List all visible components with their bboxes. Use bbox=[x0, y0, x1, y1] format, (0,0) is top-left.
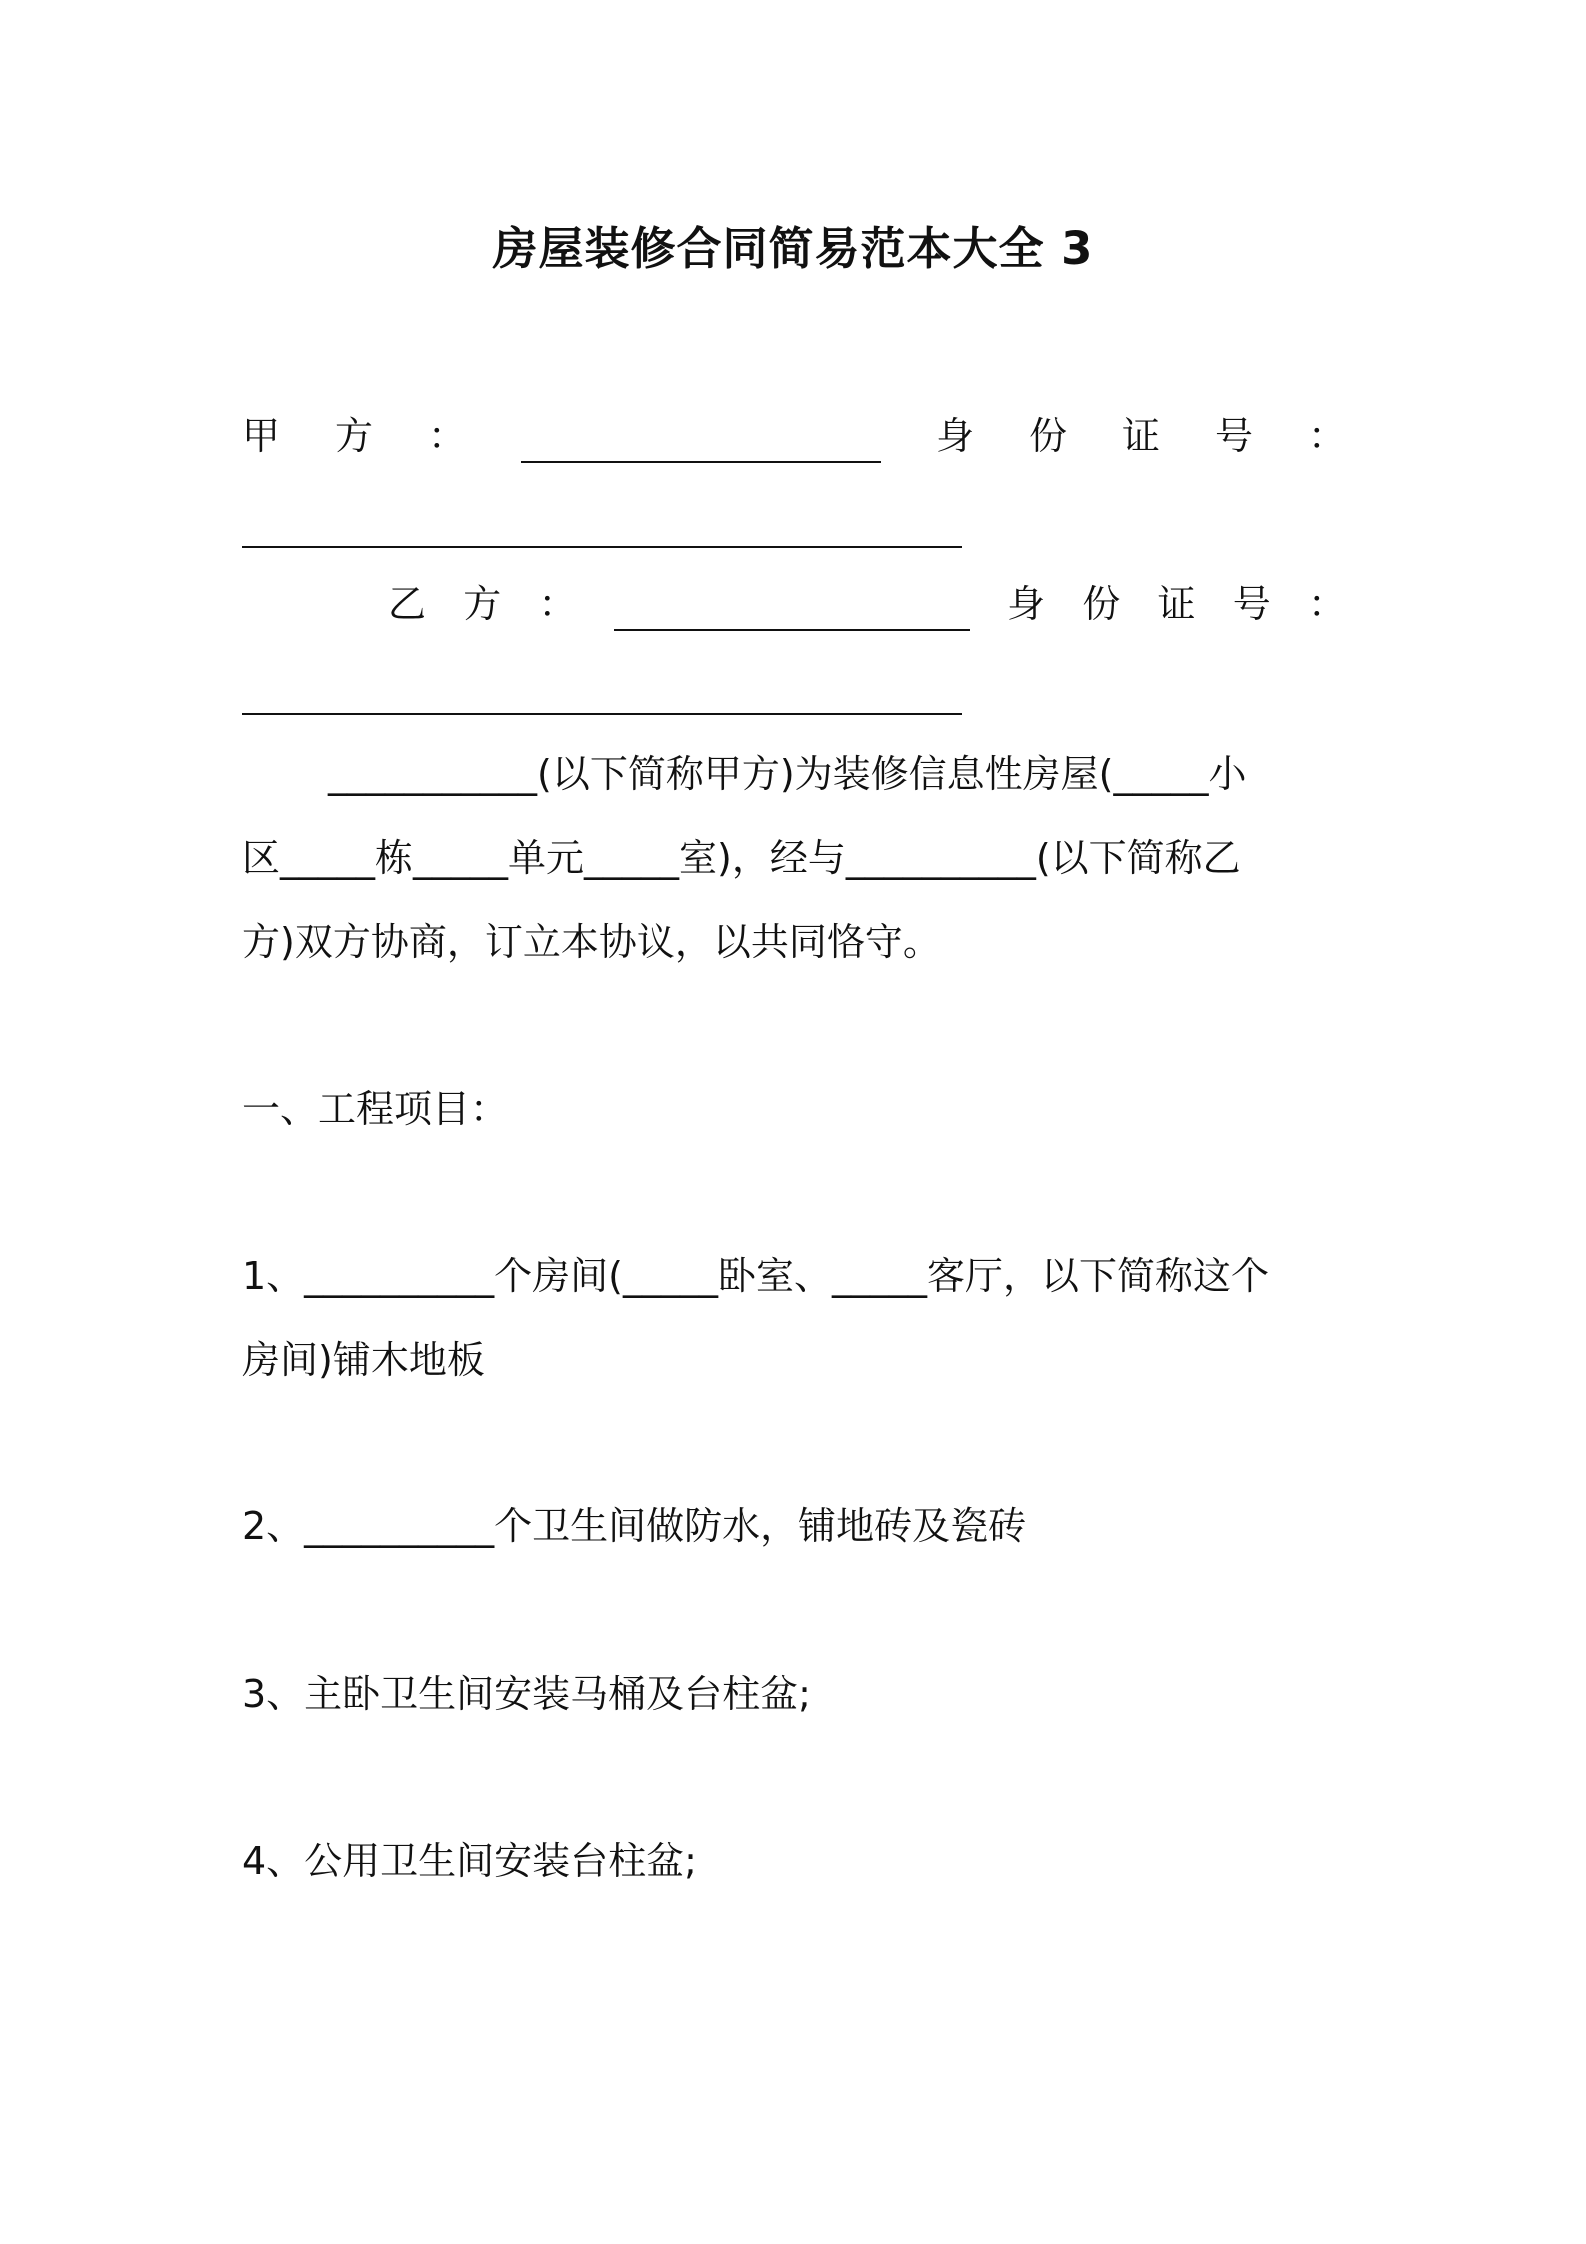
item-4: 4、公用卫生间安装台柱盆; bbox=[242, 1839, 697, 1883]
party-a-label-char: 甲 bbox=[242, 414, 281, 458]
party-a-label-char: 方 bbox=[335, 414, 374, 458]
party-b-id-blank bbox=[242, 713, 962, 715]
party-b-id-label-char: 身 bbox=[1006, 582, 1045, 626]
party-a-id-label-char: 份 bbox=[1028, 414, 1067, 458]
preamble-line-1: ___________(以下简称甲方)为装修信息性房屋(_____小 bbox=[328, 752, 1247, 796]
party-a-id-label-char: 证 bbox=[1121, 414, 1160, 458]
item-3: 3、主卧卫生间安装马桶及台柱盆; bbox=[242, 1672, 811, 1716]
party-a-label-char: ： bbox=[428, 414, 467, 458]
party-a-id-label-char: 号 bbox=[1214, 414, 1253, 458]
party-b-label-char: 乙 bbox=[388, 582, 427, 626]
preamble-line-2: 区_____栋_____单元_____室)，经与__________(以下简称乙 bbox=[242, 836, 1241, 880]
party-a-name-blank bbox=[521, 461, 881, 463]
party-a-id-label-char: ： bbox=[1307, 414, 1346, 458]
party-b-line bbox=[388, 578, 1346, 630]
party-b-id-label-char: 份 bbox=[1082, 582, 1121, 626]
party-b-id-label-char: 号 bbox=[1232, 582, 1271, 626]
party-a-line bbox=[242, 410, 1346, 462]
item-1-line-2: 房间)铺木地板 bbox=[242, 1338, 485, 1382]
party-a-id-label-char: 身 bbox=[935, 414, 974, 458]
item-1-line-1: 1、__________个房间(_____卧室、_____客厅，以下简称这个 bbox=[242, 1254, 1270, 1298]
party-b-label-char: ： bbox=[538, 582, 577, 626]
item-2: 2、__________个卫生间做防水，铺地砖及瓷砖 bbox=[242, 1504, 1027, 1548]
party-b-label-char: 方 bbox=[463, 582, 502, 626]
party-b-name-blank bbox=[614, 629, 970, 631]
party-b-id-label-char: 证 bbox=[1157, 582, 1196, 626]
party-b-id-label-char: ： bbox=[1307, 582, 1346, 626]
document-title: 房屋装修合同简易范本大全 3 bbox=[492, 222, 1094, 275]
preamble-line-3: 方)双方协商，订立本协议，以共同恪守。 bbox=[242, 920, 941, 964]
section-heading: 一、工程项目： bbox=[242, 1087, 509, 1131]
party-a-id-blank bbox=[242, 546, 962, 548]
